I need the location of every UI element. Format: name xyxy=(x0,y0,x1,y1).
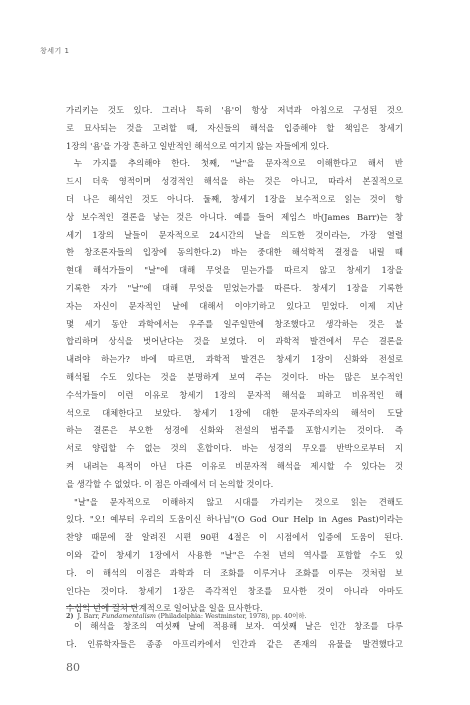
body-line: 한 창조론자들의 입장에 동의한다.2) 바는 중대한 해석학적 결정을 내릴 때 xyxy=(66,247,403,258)
body-line: 인다는 것이다. 창세기 1장은 즉각적인 창조를 묘사한 것이 아니라 아마도 xyxy=(66,585,403,596)
body-line: "날"을 문자적으로 이해하지 않고 시대를 가리키는 것으로 읽는 견해도 xyxy=(74,496,403,507)
body-line: 찬양 때문에 잘 알려진 시편 90편 4절은 이 시점에서 입증에 도움이 된다. xyxy=(66,532,403,543)
body-line: 로 묘사되는 것을 고려할 때, 자신들의 해석을 입증해야 할 책임은 창세기 xyxy=(66,122,403,133)
body-line: 이 해석을 창조의 여섯째 날에 적용해 보자. 여섯째 날은 인간 창조를 다루 xyxy=(74,621,403,632)
body-line: 다. 인류학자들은 종종 아프리카에서 인간과 같은 존재의 유물을 발견했다고 xyxy=(66,638,403,649)
footnote-rest: (Philadelphia: Westminster, 1978), pp. 40이하. xyxy=(158,612,307,620)
body-line: 몇 세기 동안 과학에서는 우주를 일주일만에 창조했다고 생각하는 것은 불 xyxy=(66,318,403,329)
body-line: 수석가들이 이런 이유로 창세기 1장의 문자적 해석을 피하고 비유적인 해 xyxy=(66,389,403,400)
body-line: 상 보수적인 결론을 낳는 것은 아니다. 예를 들어 제임스 바(James Barr)는 창 xyxy=(66,211,403,222)
body-line: 합리하며 상식을 벗어난다는 것을 보였다. 이 과학적 발견에서 무슨 결론을 xyxy=(66,336,403,347)
body-line: 1장의 '욤'을 가장 흔하고 일반적인 해석으로 여기지 않는 자들에게 있다. xyxy=(66,140,330,151)
footnote-number: 2) xyxy=(66,612,74,620)
body-line: 있다. "오! 예부터 우리의 도움이신 하나님"(O God Our Help in Ages Past)이라는 xyxy=(66,514,403,525)
footnote xyxy=(66,611,307,620)
body-line: 기록한 자가 "날"에 대해 무엇을 믿었는가를 따른다. 창세기 1장을 기록한 xyxy=(66,282,403,293)
page-number: 80 xyxy=(66,661,80,674)
body-line: 내려야 하는가? 바에 따르면, 과학적 발견은 창세기 1장이 신화와 전설로 xyxy=(66,354,403,365)
body-text xyxy=(66,102,403,654)
body-line: 더 나은 해석인 것도 아니다. 둘째, 창세기 1장을 보수적으로 읽는 것이 항 xyxy=(66,193,403,204)
body-line: 누 가지를 추의해야 한다. 첫째, "날"을 문자적으로 이해한다고 해서 반 xyxy=(74,158,403,169)
body-line: 다. 이 해석의 이점은 과학과 더 조화를 이루거나 조화를 이루는 것처럼 보 xyxy=(66,567,403,578)
footnote-author: J. Barr, xyxy=(77,612,100,620)
body-line: 하는 결론은 부오한 성경에 신화와 전설의 범주를 포함시키는 것이다. 즉 xyxy=(66,425,403,436)
body-line: 켜 내려는 욕적이 아닌 다른 이유로 비문자적 해석을 제시할 수 있다는 것 xyxy=(66,460,403,471)
body-line: 현대 해석가들이 "날"에 대해 무엇을 믿는가를 따르지 않고 창세기 1장을 xyxy=(66,265,403,276)
body-line: 세기 1장의 날들이 문자적으로 24시간의 날을 의도한 것이라는, 가장 열렬 xyxy=(66,229,403,240)
footnote-title: Fundamentalism xyxy=(101,612,156,620)
body-line: 수십억 년에 걸쳐 단계적으로 일어났을 일을 묘사한다. xyxy=(66,603,263,614)
body-line: 해석될 수도 있다는 것을 분명하게 보여 주는 것이다. 바는 많은 보수적인 xyxy=(66,371,403,382)
body-line: 가리키는 것도 있다. 그러나 특히 '욤'이 항상 저녁과 아침으로 구성된 것으 xyxy=(66,105,403,115)
body-line: 을 생각할 수 없었다. 이 점은 아래에서 더 논의할 것이다. xyxy=(66,478,274,489)
body-line: 이와 같이 창세기 1장에서 사용한 "날"은 수천 년의 역사를 포함할 수도 있 xyxy=(66,549,403,560)
body-line: 자는 자신이 문자적인 날에 대해서 이야기하고 있다고 믿었다. 이제 지난 xyxy=(66,300,403,311)
body-line: 드시 더욱 영적이며 성경적인 해석을 하는 것은 아니고, 따라서 본질적으로 xyxy=(66,176,403,187)
body-line: 석으로 대체한다고 보았다. 창세기 1장에 대한 문자주의자의 해석이 도달 xyxy=(66,407,403,418)
footnote-divider xyxy=(66,606,136,607)
body-line: 서로 양립할 수 없는 것의 혼합이다. 바는 성경의 무오를 반박으로부터 지 xyxy=(66,443,403,454)
running-header: 창세기 1 xyxy=(40,47,70,55)
